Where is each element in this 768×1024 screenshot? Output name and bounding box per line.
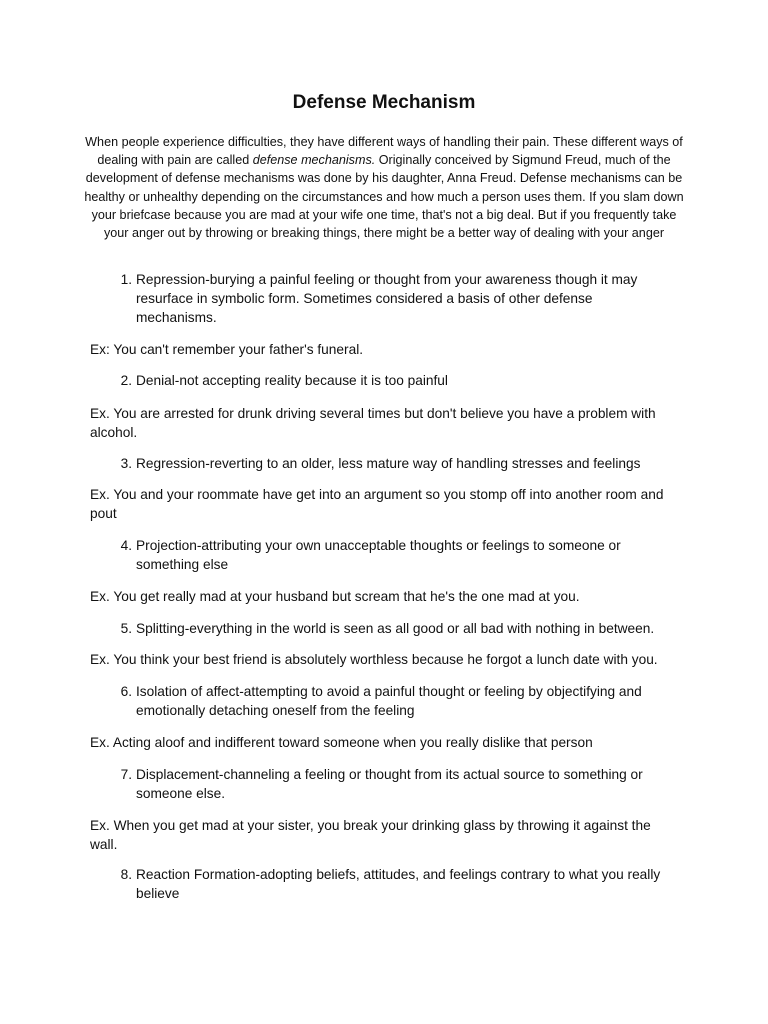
list-item-2: [112, 371, 672, 390]
list-item-text: Repression-burying a painful feeling or thought from your awareness though it may resurface in symbolic form. Sometimes considered a basis of other defense mechanisms.: [136, 272, 638, 325]
list-item-text: Regression-reverting to an older, less mature way of handling stresses and feelings: [136, 456, 641, 471]
list-item-number: 2.: [120, 373, 132, 388]
list-item-number: 3.: [120, 456, 132, 471]
list-item-text: Isolation of affect-attempting to avoid a painful thought or feeling by objectifying and emotionally detaching oneself from the feeling: [136, 684, 642, 718]
list-item-text: Projection-attributing your own unacceptable thoughts or feelings to someone or something else: [136, 538, 621, 572]
list-item-8: [112, 865, 672, 903]
example-2: Ex. You are arrested for drunk driving several times but don't believe you have a problem with alcohol.: [90, 406, 656, 440]
list-item-number: 5.: [120, 621, 132, 636]
intro-text-start: When people experience difficulties, they have different ways of handling their pain. These different ways of dealing with pain are called: [85, 135, 683, 168]
intro-paragraph: [84, 133, 684, 242]
example-3: Ex. You and your roommate have get into an argument so you stomp off into another room and pout: [90, 487, 664, 521]
list-item-text: Displacement-channeling a feeling or thought from its actual source to something or someone else.: [136, 767, 643, 801]
list-item-number: 4.: [120, 538, 132, 553]
list-item-number: 6.: [120, 684, 132, 699]
list-item-4: [112, 536, 672, 574]
list-item-1: [112, 270, 672, 327]
page-title: Defense Mechanism: [292, 92, 476, 113]
example-1: Ex: You can't remember your father's funeral.: [90, 342, 364, 357]
list-item-number: 8.: [120, 867, 132, 882]
list-item-5: [112, 619, 672, 638]
example-6: Ex. Acting aloof and indifferent toward someone when you really dislike that person: [90, 735, 593, 750]
list-item-text: Denial-not accepting reality because it is too painful: [136, 373, 448, 388]
intro-text-end: Originally conceived by Sigmund Freud, much of the development of defense mechanisms was done by his daughter, Anna Freud. Defense mechanisms can be healthy or unhealthy depending on the circumstances and how much a person uses them. If you slam down your briefcase because you are mad at your wife one time, that's not a big deal. But if you frequently take your anger out by throwing or breaking things, there might be a better way of dealing with your anger: [84, 153, 684, 241]
list-item-7: [112, 765, 672, 803]
list-item-number: 7.: [120, 767, 132, 782]
example-4: Ex. You get really mad at your husband but scream that he's the one mad at you.: [90, 589, 580, 604]
intro-emphasis: defense mechanisms.: [252, 153, 376, 168]
list-item-6: [112, 682, 672, 720]
list-item-number: 1.: [120, 272, 132, 287]
list-item-3: [112, 454, 672, 473]
example-7: Ex. When you get mad at your sister, you break your drinking glass by throwing it against the wall.: [90, 818, 651, 852]
list-item-text: Reaction Formation-adopting beliefs, attitudes, and feelings contrary to what you really believe: [136, 867, 661, 901]
list-item-text: Splitting-everything in the world is seen as all good or all bad with nothing in between.: [136, 621, 655, 636]
example-5: Ex. You think your best friend is absolutely worthless because he forgot a lunch date with you.: [90, 652, 658, 667]
